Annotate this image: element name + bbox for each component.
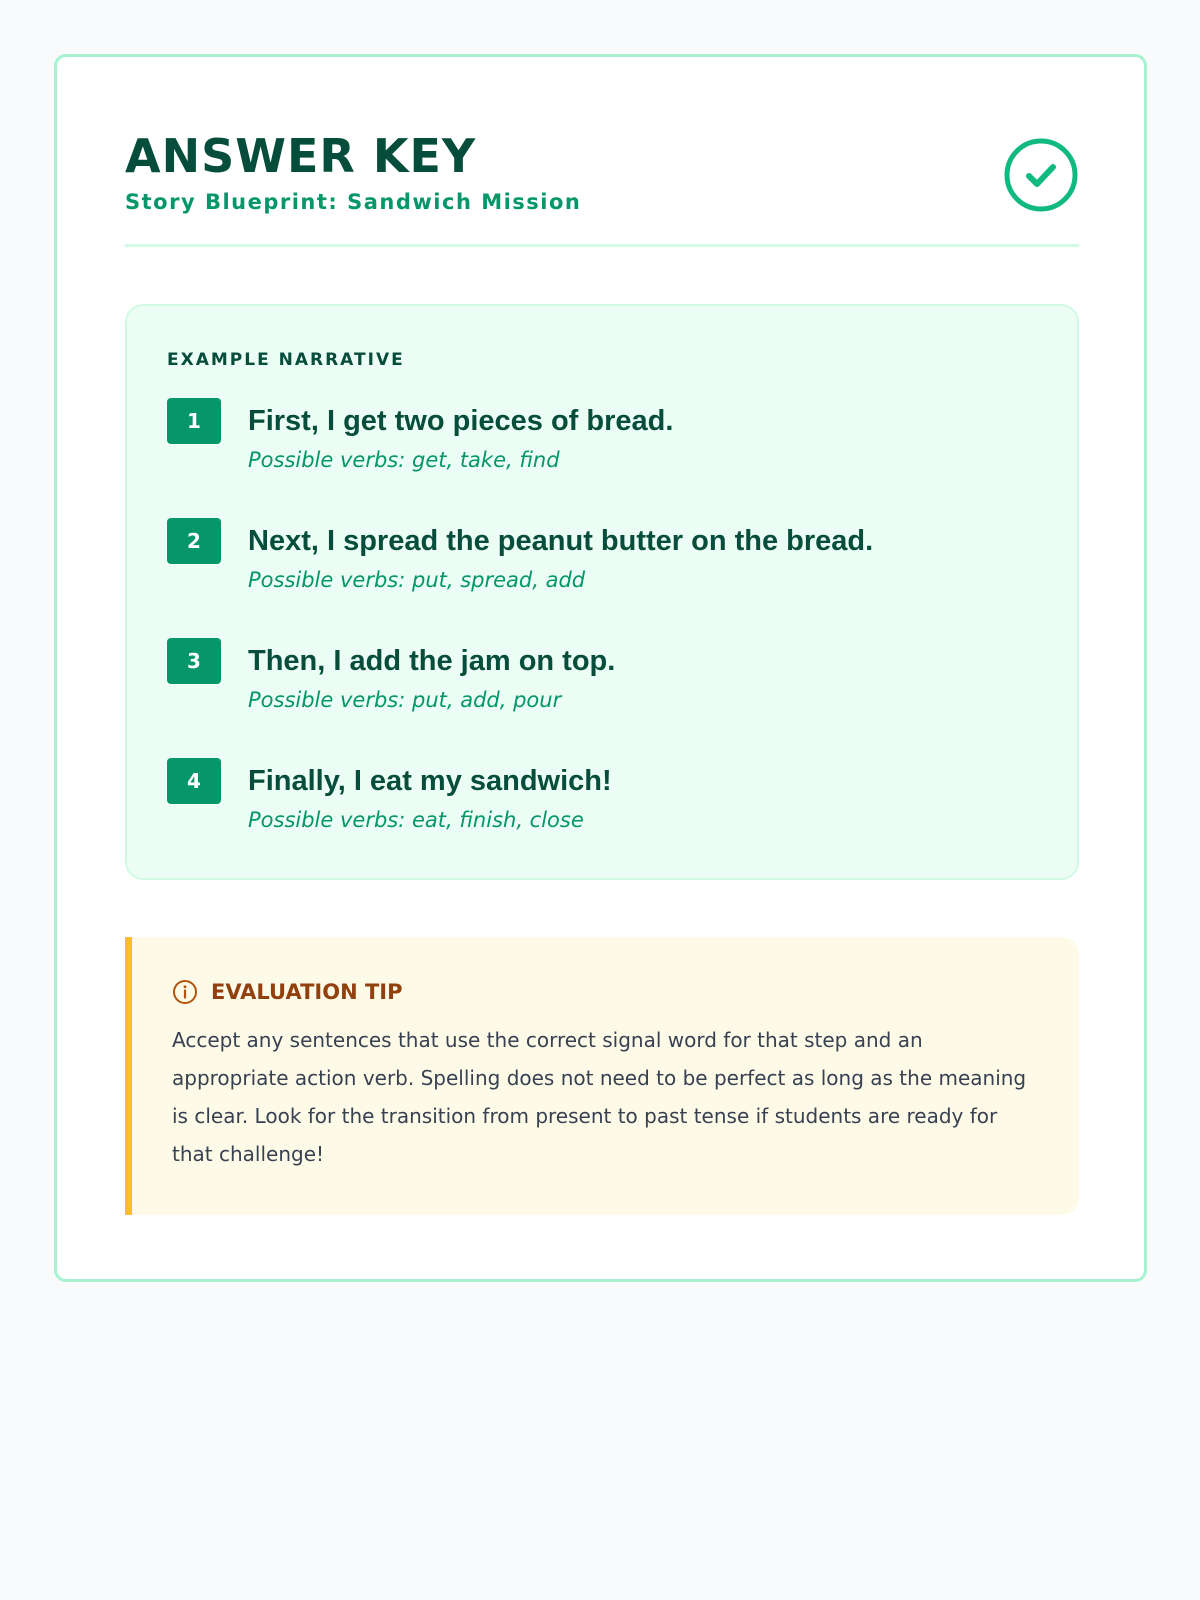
- step-sentence: Next, I spread the peanut butter on the bread.: [248, 525, 874, 557]
- step-sentence: First, I get two pieces of bread.: [248, 405, 674, 437]
- check-circle-icon: [1003, 137, 1079, 213]
- step-number-badge: 2: [167, 518, 221, 564]
- step-verbs: Possible verbs: put, add, pour: [248, 688, 562, 712]
- step-number-badge: 4: [167, 758, 221, 804]
- narrative-step: [167, 398, 1037, 488]
- step-sentence: Finally, I eat my sandwich!: [248, 765, 612, 797]
- page-subtitle: Story Blueprint: Sandwich Mission: [125, 190, 582, 214]
- header: [125, 129, 1079, 247]
- step-verbs: Possible verbs: get, take, find: [248, 448, 560, 472]
- step-verbs: Possible verbs: put, spread, add: [248, 568, 586, 592]
- example-narrative-panel: [125, 304, 1079, 880]
- page-title: ANSWER KEY: [125, 129, 477, 183]
- narrative-step: [167, 758, 1037, 848]
- narrative-step: [167, 518, 1037, 608]
- evaluation-tip-box: [125, 937, 1079, 1215]
- step-verbs: Possible verbs: eat, finish, close: [248, 808, 584, 832]
- step-number-badge: 1: [167, 398, 221, 444]
- narrative-label: EXAMPLE NARRATIVE: [167, 350, 405, 370]
- narrative-step: [167, 638, 1037, 728]
- info-icon: [172, 979, 198, 1005]
- tip-label: EVALUATION TIP: [211, 980, 403, 1004]
- answer-key-card: [54, 54, 1147, 1282]
- step-number-badge: 3: [167, 638, 221, 684]
- step-sentence: Then, I add the jam on top.: [248, 645, 616, 677]
- tip-text: Accept any sentences that use the correct signal word for that step and an appropriate action verb. Spelling does not need to be perfect as long as the meaning is clear. Look for the transition from present to past tense if students are ready for that challenge!: [172, 1028, 1027, 1166]
